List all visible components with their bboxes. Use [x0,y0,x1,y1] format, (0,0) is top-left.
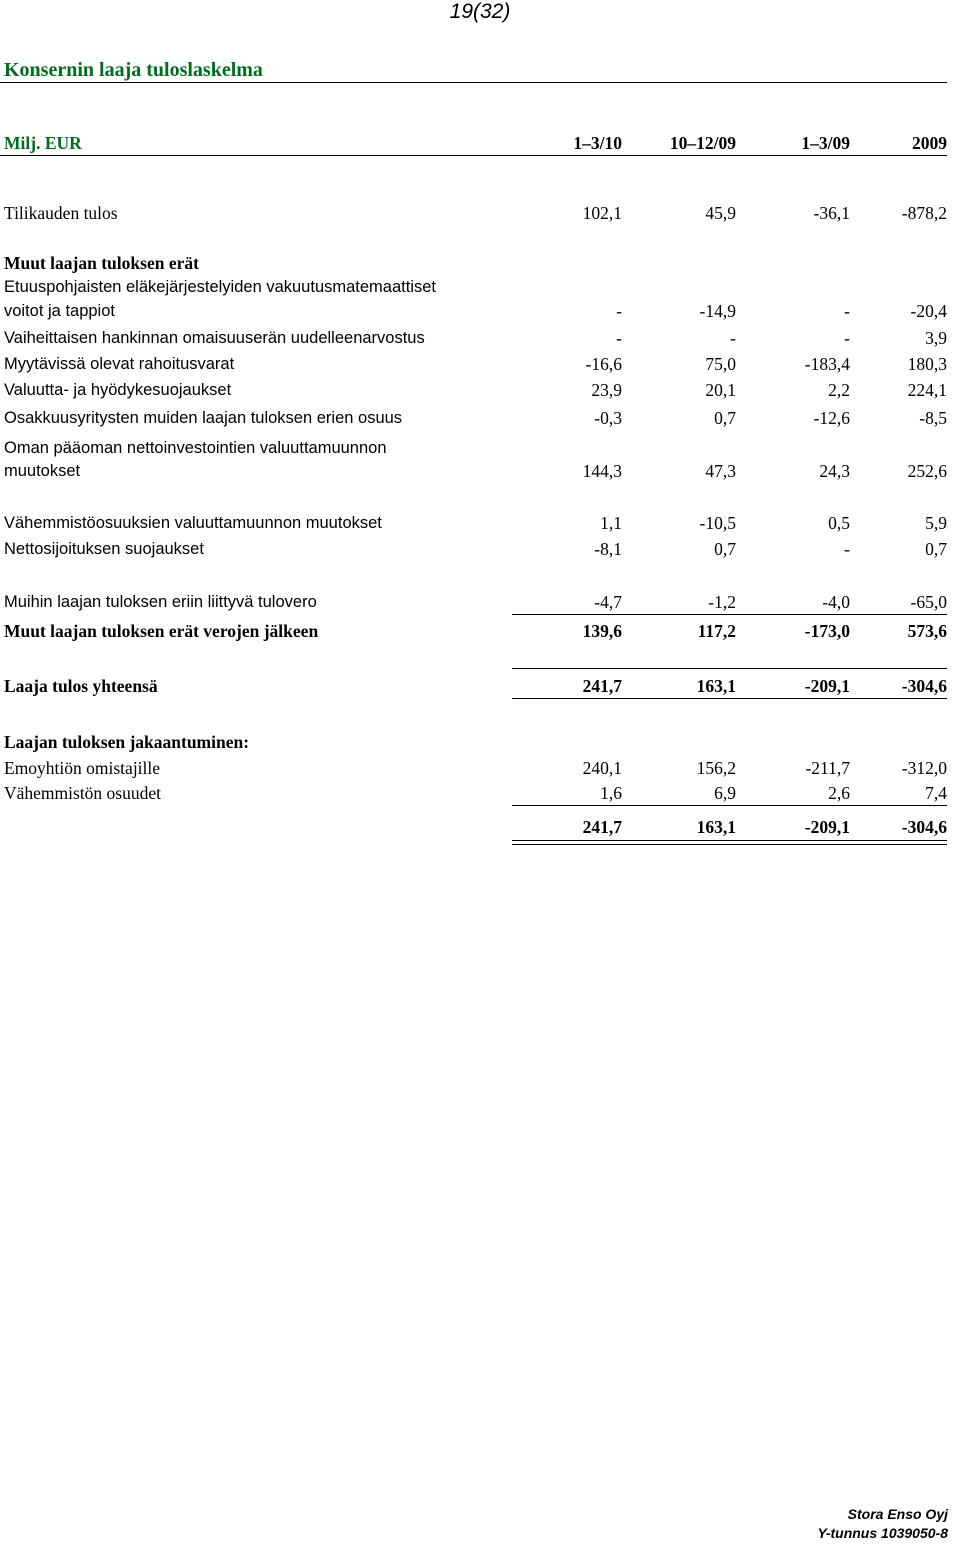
page-number: 19(32) [449,0,511,23]
column-header-1: 1–3/10 [573,133,622,153]
row-label: Emoyhtiön omistajille [4,758,161,778]
cell-value: 224,1 [907,380,947,400]
cell-value: -183,4 [804,354,850,374]
cell-value: 23,9 [591,380,622,400]
table-row [0,459,960,483]
cell-value: 163,1 [696,817,736,837]
cell-value: 47,3 [705,461,736,481]
cell-value: -209,1 [804,817,850,837]
section-heading-label: Laajan tuloksen jakaantuminen: [4,732,250,752]
row-label: Muihin laajan tuloksen eriin liittyvä tulovero [4,593,317,611]
cell-value: -8,5 [919,408,947,428]
cell-value: - [730,328,736,348]
cell-value: -1,2 [708,592,736,612]
cell-value: -8,1 [594,539,622,559]
title-divider [0,82,947,83]
footer [818,1505,948,1543]
cell-value: -173,0 [804,621,850,641]
row-label: muutokset [4,462,81,480]
row-label: voitot ja tappiot [4,302,115,320]
cell-value: -0,3 [594,408,622,428]
cell-value: -65,0 [910,592,947,612]
cell-value: 144,3 [582,461,622,481]
table-row-subtotal [0,619,960,643]
row-label: Myytävissä olevat rahoitusvarat [4,355,235,373]
page-title: Konsernin laaja tuloslaskelma [4,59,263,81]
section-heading [0,251,960,275]
cell-value: 2,2 [828,380,850,400]
table-row-label-line [0,275,960,299]
row-label: Valuutta- ja hyödykesuojaukset [4,381,232,399]
table-row [0,406,960,430]
column-header-3: 1–3/09 [801,133,850,153]
row-label: Tilikauden tulos [4,203,118,223]
unit-label: Milj. EUR [4,133,82,153]
cell-value: 24,3 [819,461,850,481]
cell-value: -16,6 [585,354,622,374]
table-row [0,590,960,614]
row-label: Nettosijoituksen suojaukset [4,540,204,558]
cell-value: 6,9 [714,783,736,803]
total-top-divider [512,668,947,669]
cell-value: -304,6 [901,676,947,696]
grand-total-double-rule-1 [512,840,947,841]
cell-value: -14,9 [699,301,736,321]
table-header [0,131,960,155]
cell-value: 2,6 [828,783,850,803]
table-row [0,352,960,376]
section-heading-label: Muut laajan tuloksen erät [4,253,199,273]
cell-value: 252,6 [907,461,947,481]
table-row [0,378,960,402]
cell-value: -12,6 [813,408,850,428]
cell-value: 1,6 [600,783,622,803]
cell-value: 139,6 [582,621,622,641]
table-row [0,537,960,561]
row-label: Etuuspohjaisten eläkejärjestelyiden vakuutusmatemaattiset [4,278,436,296]
table-row-grand-total [0,815,960,839]
cell-value: - [844,539,850,559]
cell-value: 5,9 [925,513,947,533]
cell-value: 156,2 [696,758,736,778]
cell-value: 75,0 [705,354,736,374]
cell-value: 117,2 [697,621,736,641]
table-row-total [0,674,960,698]
cell-value: 241,7 [582,676,622,696]
total-bottom-divider [512,698,947,699]
cell-value: 573,6 [907,621,947,641]
cell-value: 102,1 [582,203,622,223]
cell-value: - [844,301,850,321]
cell-value: 45,9 [705,203,736,223]
cell-value: -36,1 [813,203,850,223]
subtotal-divider [512,614,947,615]
cell-value: -211,7 [805,758,850,778]
cell-value: 0,7 [714,408,736,428]
table-row [0,781,960,805]
table-row [0,201,960,225]
row-label: Vähemmistön osuudet [4,783,161,803]
cell-value: -10,5 [699,513,736,533]
cell-value: -304,6 [901,817,947,837]
row-label: Laaja tulos yhteensä [4,676,158,696]
cell-value: -312,0 [901,758,947,778]
table-row [0,511,960,535]
cell-value: 7,4 [925,783,947,803]
cell-value: -20,4 [910,301,947,321]
cell-value: 0,5 [828,513,850,533]
column-header-2: 10–12/09 [669,133,736,153]
cell-value: 241,7 [582,817,622,837]
cell-value: - [616,328,622,348]
row-label: Osakkuusyritysten muiden laajan tuloksen erien osuus [4,409,403,427]
cell-value: 180,3 [907,354,947,374]
grand-total-top-divider [512,805,947,806]
cell-value: -4,0 [822,592,850,612]
cell-value: - [844,328,850,348]
cell-value: 20,1 [705,380,736,400]
cell-value: - [616,301,622,321]
column-header-4: 2009 [912,133,947,153]
cell-value: -4,7 [594,592,622,612]
business-id: Y-tunnus 1039050-8 [817,1525,948,1541]
row-label: Vähemmistöosuuksien valuuttamuunnon muutokset [4,514,382,532]
cell-value: 163,1 [696,676,736,696]
cell-value: -878,2 [901,203,947,223]
row-label: Muut laajan tuloksen erät verojen jälkeen [4,621,319,641]
company-name: Stora Enso Oyj [847,1506,948,1522]
cell-value: -209,1 [804,676,850,696]
cell-value: 0,7 [925,539,947,559]
cell-value: 240,1 [582,758,622,778]
cell-value: 0,7 [714,539,736,559]
header-divider [0,155,947,156]
grand-total-double-rule-2 [512,844,947,845]
cell-value: 3,9 [925,328,947,348]
cell-value: 1,1 [600,513,622,533]
row-label: Vaiheittaisen hankinnan omaisuuserän uudelleenarvostus [4,329,425,347]
section-heading [0,730,960,754]
table-row [0,326,960,350]
table-row-label-line [0,436,960,460]
row-label: Oman pääoman nettoinvestointien valuuttamuunnon [4,439,387,457]
table-row [0,299,960,323]
table-row [0,756,960,780]
